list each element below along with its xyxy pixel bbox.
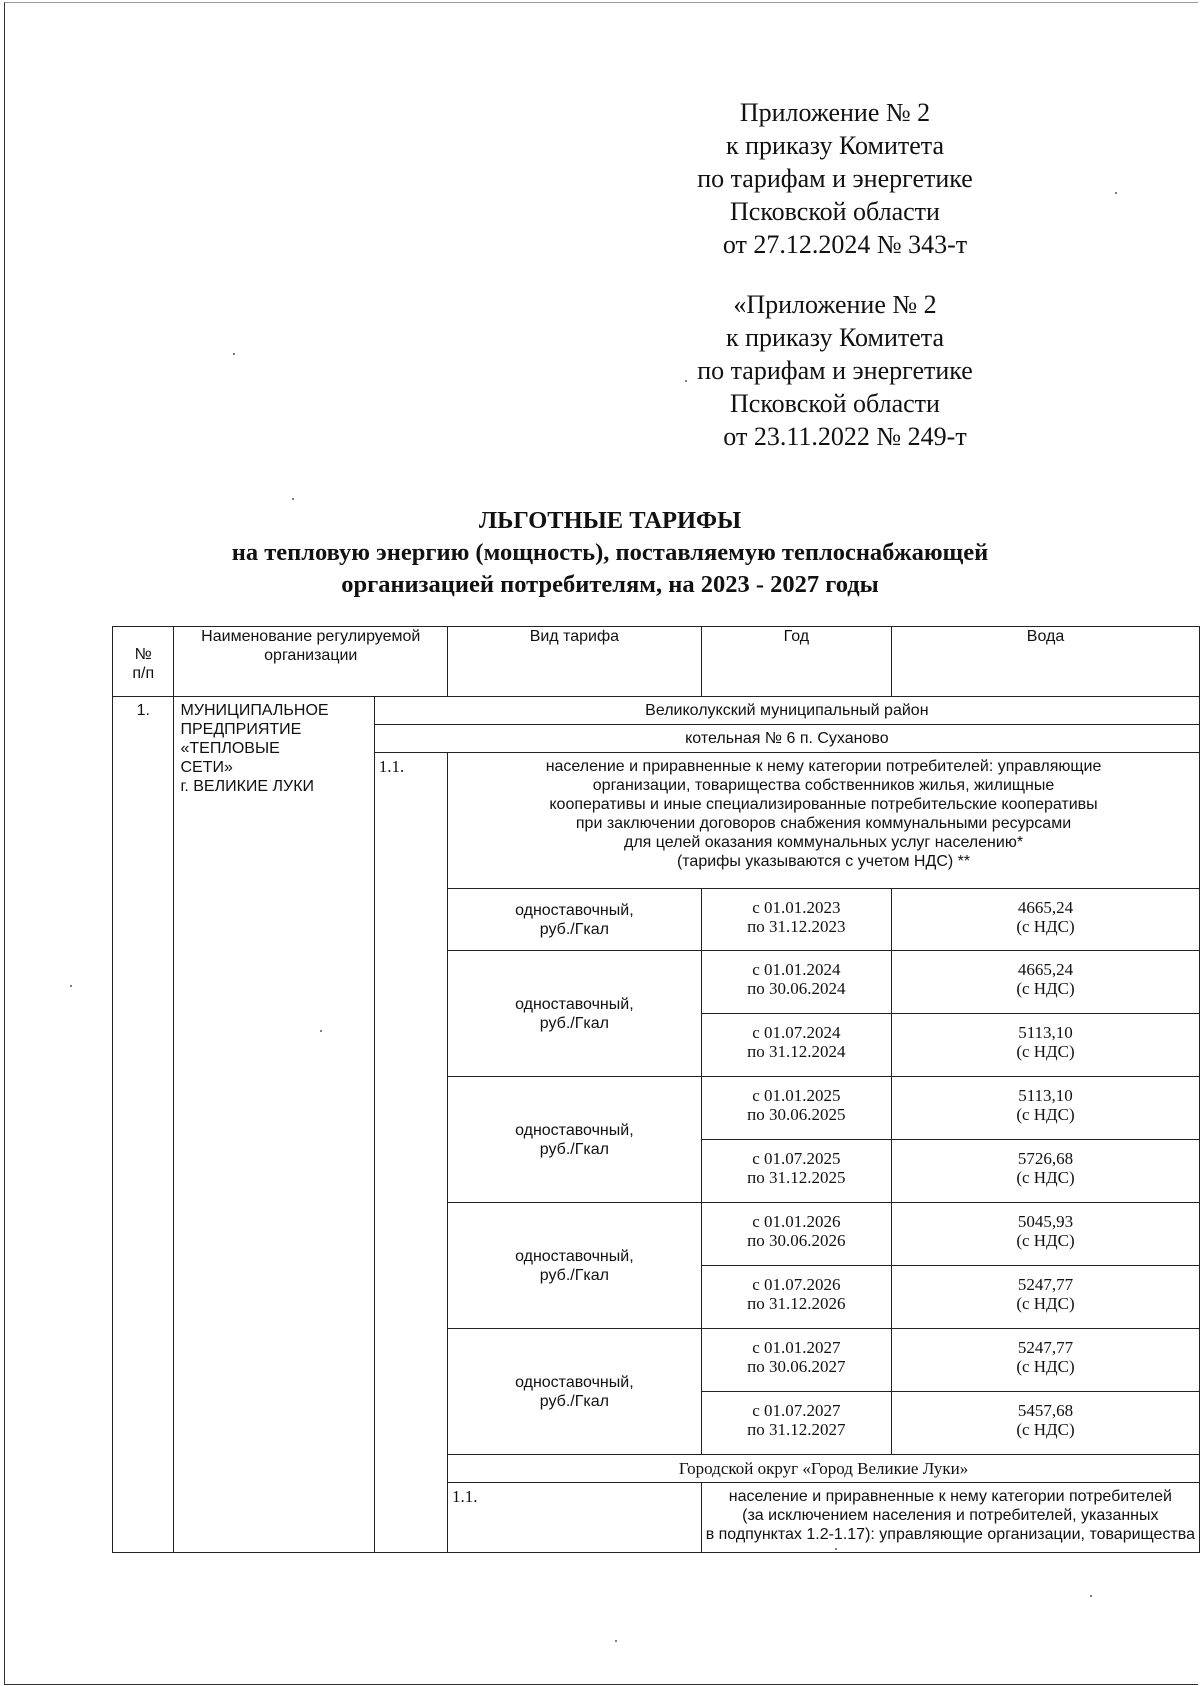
appendix-line: «Приложение № 2	[733, 290, 937, 319]
scan-speck	[615, 1640, 617, 1642]
tariff-period	[701, 951, 891, 1014]
tariff-period	[701, 1392, 891, 1455]
consumer-line: для целей оказания коммунальных услуг населению*	[623, 834, 1024, 851]
appendix-line: от 23.11.2022 № 249-т	[723, 422, 967, 451]
tariff-type	[448, 889, 702, 951]
appendix-line: от 27.12.2024 № 343-т	[722, 230, 968, 259]
tariff-price	[892, 1266, 1200, 1329]
tariff-type-line: одноставочный,	[515, 1373, 634, 1391]
sub-number: 1.1.	[374, 753, 447, 1553]
scan-speck	[233, 353, 235, 355]
tariff-type-line: одноставочный,	[515, 995, 634, 1013]
tariff-type-line: руб./Гкал	[539, 1140, 609, 1158]
org-line: СЕТИ»	[180, 759, 233, 776]
period-to: по 31.12.2023	[747, 917, 846, 936]
price-vat: (с НДС)	[1016, 1168, 1075, 1187]
title-line: организацией потребителям, на 2023 - 2027 годы	[341, 571, 879, 598]
tariff-type	[448, 1077, 702, 1203]
tariff-period	[701, 1329, 891, 1392]
consumer-line: население и приравненные к нему категории потребителей	[728, 1488, 1172, 1505]
tariff-period	[701, 1203, 891, 1266]
tariff-price	[892, 1077, 1200, 1140]
table-header-row	[113, 627, 1200, 697]
price-value: 5045,93	[1017, 1212, 1074, 1231]
period-from: с 01.01.2023	[752, 898, 841, 917]
tariff-price	[892, 1014, 1200, 1077]
header-tariff-type: Вид тарифа	[448, 627, 702, 697]
header-num	[113, 627, 174, 697]
period-from: с 01.07.2027	[752, 1401, 841, 1420]
period-from: с 01.07.2024	[752, 1023, 841, 1042]
district-heading: Городской округ «Город Великие Луки»	[448, 1455, 1200, 1483]
tariff-period	[701, 1266, 891, 1329]
period-from: с 01.01.2026	[752, 1212, 841, 1231]
tariff-price	[892, 889, 1200, 951]
scan-speck	[1090, 1595, 1092, 1597]
scan-speck	[70, 985, 72, 987]
price-vat: (с НДС)	[1016, 1420, 1075, 1439]
tariff-type-line: одноставочный,	[515, 902, 634, 919]
appendix-line: к приказу Комитета	[725, 323, 944, 352]
header-water: Вода	[892, 627, 1200, 697]
tariff-price	[892, 1140, 1200, 1203]
price-vat: (с НДС)	[1016, 979, 1075, 998]
appendix-line: Псковской области	[730, 389, 940, 418]
tariff-type-line: одноставочный,	[515, 1247, 634, 1265]
tariff-price	[892, 1392, 1200, 1455]
consumer-category	[701, 1483, 1199, 1553]
price-value: 5247,77	[1017, 1275, 1074, 1294]
organization-name	[174, 697, 374, 1553]
tariff-type	[448, 1329, 702, 1455]
tariff-type-line: одноставочный,	[515, 1121, 634, 1139]
period-to: по 31.12.2027	[747, 1420, 846, 1439]
appendix-line: к приказу Комитета	[725, 131, 944, 160]
tariff-type	[448, 1203, 702, 1329]
price-vat: (с НДС)	[1016, 1105, 1075, 1124]
consumer-category	[448, 753, 1200, 889]
period-from: с 01.07.2026	[752, 1275, 841, 1294]
appendix-line: по тарифам и энергетике	[697, 356, 973, 385]
sub-number: 1.1.	[448, 1483, 702, 1553]
document-title	[100, 505, 1120, 601]
consumer-line: население и приравненные к нему категории потребителей: управляющие	[545, 758, 1102, 775]
period-to: по 30.06.2025	[747, 1105, 846, 1124]
period-to: по 31.12.2026	[747, 1294, 846, 1313]
consumer-line: (за исключением населения и потребителей, указанных	[742, 1507, 1159, 1524]
tariff-period	[701, 889, 891, 951]
header-num-line: №	[134, 646, 152, 663]
scan-speck	[320, 1030, 322, 1032]
price-vat: (с НДС)	[1016, 1294, 1075, 1313]
tariff-type-line: руб./Гкал	[539, 1266, 609, 1284]
price-value: 5247,77	[1017, 1338, 1074, 1357]
price-value: 5726,68	[1017, 1149, 1074, 1168]
period-from: с 01.01.2025	[752, 1086, 841, 1105]
tariff-price	[892, 1203, 1200, 1266]
period-to: по 31.12.2025	[747, 1168, 846, 1187]
header-org: Наименование регулируемой организации	[174, 627, 448, 697]
period-to: по 30.06.2026	[747, 1231, 846, 1250]
header-num-line: п/п	[132, 665, 155, 682]
price-value: 5457,68	[1017, 1401, 1074, 1420]
appendix-line: Приложение № 2	[739, 98, 931, 127]
tariff-table	[112, 626, 1200, 1553]
period-to: по 30.06.2027	[747, 1357, 846, 1376]
appendix-original	[665, 288, 1005, 453]
title-line: ЛЬГОТНЫЕ ТАРИФЫ	[478, 507, 742, 534]
period-from: с 01.01.2024	[752, 960, 841, 979]
table-row	[113, 697, 1200, 725]
scan-speck	[1115, 192, 1117, 194]
consumer-line: организации, товарищества собственников жилья, жилищные	[592, 777, 1055, 794]
boiler-heading: котельная № 6 п. Суханово	[374, 725, 1199, 753]
district-heading: Великолукский муниципальный район	[374, 697, 1199, 725]
tariff-period	[701, 1140, 891, 1203]
price-vat: (с НДС)	[1016, 1357, 1075, 1376]
scan-speck	[685, 380, 687, 382]
tariff-period	[701, 1014, 891, 1077]
row-number: 1.	[113, 697, 174, 1553]
period-to: по 30.06.2024	[747, 979, 846, 998]
price-value: 5113,10	[1018, 1086, 1073, 1105]
tariff-period	[701, 1077, 891, 1140]
period-from: с 01.07.2025	[752, 1149, 841, 1168]
price-vat: (с НДС)	[1016, 1231, 1075, 1250]
consumer-line: при заключении договоров снабжения коммунальными ресурсами	[575, 815, 1072, 832]
tariff-price	[892, 1329, 1200, 1392]
consumer-line: в подпунктах 1.2-1.17): управляющие организации, товарищества	[705, 1526, 1195, 1543]
title-line: на тепловую энергию (мощность), поставляемую теплоснабжающей	[231, 539, 989, 566]
tariff-type-line: руб./Гкал	[539, 1392, 609, 1410]
tariff-type-line: руб./Гкал	[539, 921, 609, 938]
org-line: ПРЕДПРИЯТИЕ	[180, 721, 302, 738]
price-value: 4665,24	[1017, 960, 1074, 979]
scan-speck	[292, 498, 294, 500]
consumer-line: кооперативы и иные специализированные потребительские кооперативы	[549, 796, 1098, 813]
consumer-line: (тарифы указываются с учетом НДС) **	[676, 853, 971, 870]
price-vat: (с НДС)	[1016, 1042, 1075, 1061]
price-value: 4665,24	[1017, 898, 1074, 917]
appendix-line: по тарифам и энергетике	[697, 164, 973, 193]
appendix-current	[665, 96, 1005, 261]
price-vat: (с НДС)	[1016, 917, 1075, 936]
tariff-price	[892, 951, 1200, 1014]
scan-speck	[835, 1548, 837, 1550]
appendix-line: Псковской области	[730, 197, 940, 226]
org-line: «ТЕПЛОВЫЕ	[180, 740, 280, 757]
header-year: Год	[701, 627, 891, 697]
price-value: 5113,10	[1018, 1023, 1073, 1042]
org-line: МУНИЦИПАЛЬНОЕ	[180, 702, 329, 719]
period-to: по 31.12.2024	[747, 1042, 846, 1061]
period-from: с 01.01.2027	[752, 1338, 841, 1357]
tariff-type	[448, 951, 702, 1077]
tariff-type-line: руб./Гкал	[539, 1014, 609, 1032]
org-line: г. ВЕЛИКИЕ ЛУКИ	[180, 778, 315, 795]
